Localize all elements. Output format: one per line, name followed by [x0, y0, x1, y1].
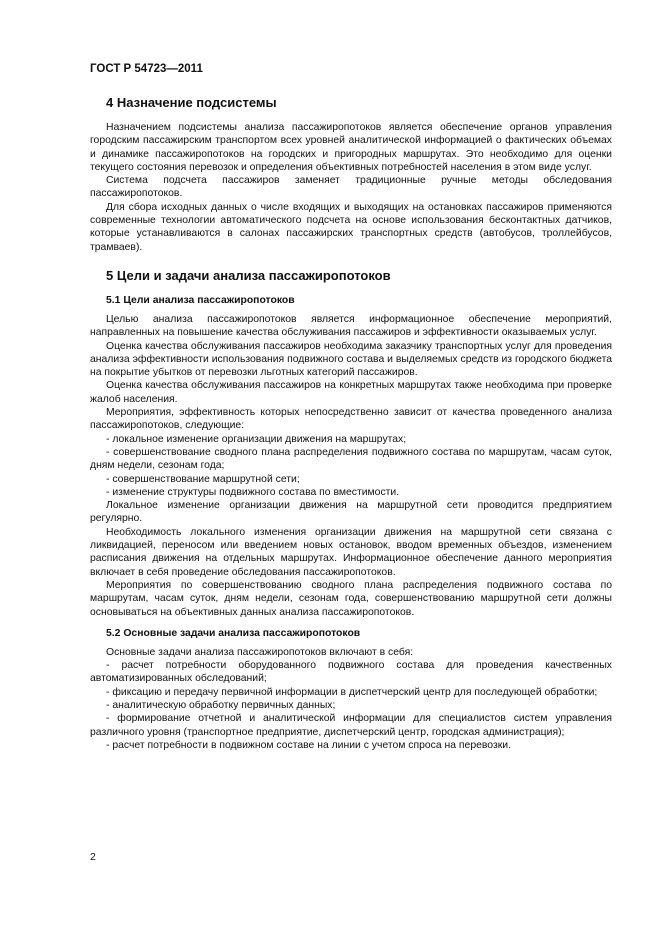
list-item: - аналитическую обработку первичных данных; — [106, 699, 336, 711]
document-code-header: ГОСТ Р 54723—2011 — [90, 63, 203, 75]
list-item: - совершенствование сводного плана распределения подвижного состава по маршрутам, часам суток, дням недели, сезонам года; — [90, 446, 612, 472]
page-number: 2 — [90, 851, 96, 863]
paragraph: Назначением подсистемы анализа пассажиропотоков является обеспечение органов управления городским пассажирским транспортом всех уровней аналитической информацией о фактических объемах и динамике пассажиропотоков на городских и пригородных маршрутах. Это необходимо для оценки текущего состояния перевозок и определения объективных потребностей населения в этом виде услуг. — [90, 122, 612, 173]
section-4-title: 4 Назначение подсистемы — [106, 95, 277, 110]
paragraph: Система подсчета пассажиров заменяет традиционные ручные методы обследования пассажиропотоков. — [90, 175, 612, 200]
page-content — [90, 95, 612, 752]
paragraph: Оценка качества обслуживания пассажиров на конкретных маршрутах также необходима при проверке жалоб населения. — [90, 380, 612, 405]
list-item: - фиксацию и передачу первичной информации в диспетчерский центр для последующей обработки; — [106, 686, 598, 698]
list-item: - формирование отчетной и аналитической информации для специалистов систем управления различного уровня (транспортное предприятие, диспетчерский центр, городская администрация); — [90, 713, 612, 738]
list-item: - изменение структуры подвижного состава по вместимости. — [106, 486, 400, 498]
list-item: - расчет потребности в подвижном составе на линии с учетом спроса на перевозки. — [106, 739, 511, 751]
list-item: - совершенствование маршрутной сети; — [106, 473, 300, 485]
paragraph: Мероприятия, эффективность которых непосредственно зависит от качества проведенного анализа пассажиропотоков, следующие: — [90, 407, 612, 432]
list-item: - локальное изменение организации движения на маршрутах; — [106, 433, 407, 445]
paragraph: Целью анализа пассажиропотоков является информационное обеспечение мероприятий, направленных на повышение качества обслуживания пассажиров и эффективности оказываемых услуг. — [90, 313, 612, 339]
paragraph: Локальное изменение организации движения на маршрутной сети проводится предприятием регулярно. — [90, 500, 612, 525]
paragraph: Оценка качества обслуживания пассажиров необходима заказчику транспортных услуг для проведения анализа эффективности использования подвижного состава и выделяемых средств из городского бюджета на покрытие убытков от перевозки льготных категорий пассажиров. — [90, 340, 612, 379]
paragraph: Основные задачи анализа пассажиропотоков включают в себя: — [106, 646, 414, 658]
paragraph: Мероприятия по совершенствованию сводного плана распределения подвижного состава по маршрутам, часам суток, дням недели, сезонам года, совершенствованию маршрутной сети должны основываться на объективных данных анализа пассажиропотоков. — [90, 579, 612, 618]
subsection-5-2-title: 5.2 Основные задачи анализа пассажиропотоков — [106, 627, 361, 639]
section-5-title: 5 Цели и задачи анализа пассажиропотоков — [106, 267, 391, 283]
paragraph: Для сбора исходных данных о числе входящих и выходящих на остановках пассажиров применяются современные технологии автоматического подсчета на основе использования бесконтактных датчиков, которые устанавливаются в салонах пассажирских транспортных средств (автобусов, троллейбусов, трамваев). — [90, 201, 612, 253]
list-item: - расчет потребности оборудованного подвижного состава для проведения качественных автоматизированных обследований; — [90, 660, 612, 685]
paragraph: Необходимость локального изменения организации движения на маршрутной сети связана с ликвидацией, переносом или введением новых остановок, вводом временных объездов, изменением расписания движения на отдельных маршрутах. Информационное обеспечение данного мероприятия включает в себя проведение обследования пассажиропотоков. — [90, 526, 612, 578]
subsection-5-1-title: 5.1 Цели анализа пассажиропотоков — [106, 294, 295, 306]
